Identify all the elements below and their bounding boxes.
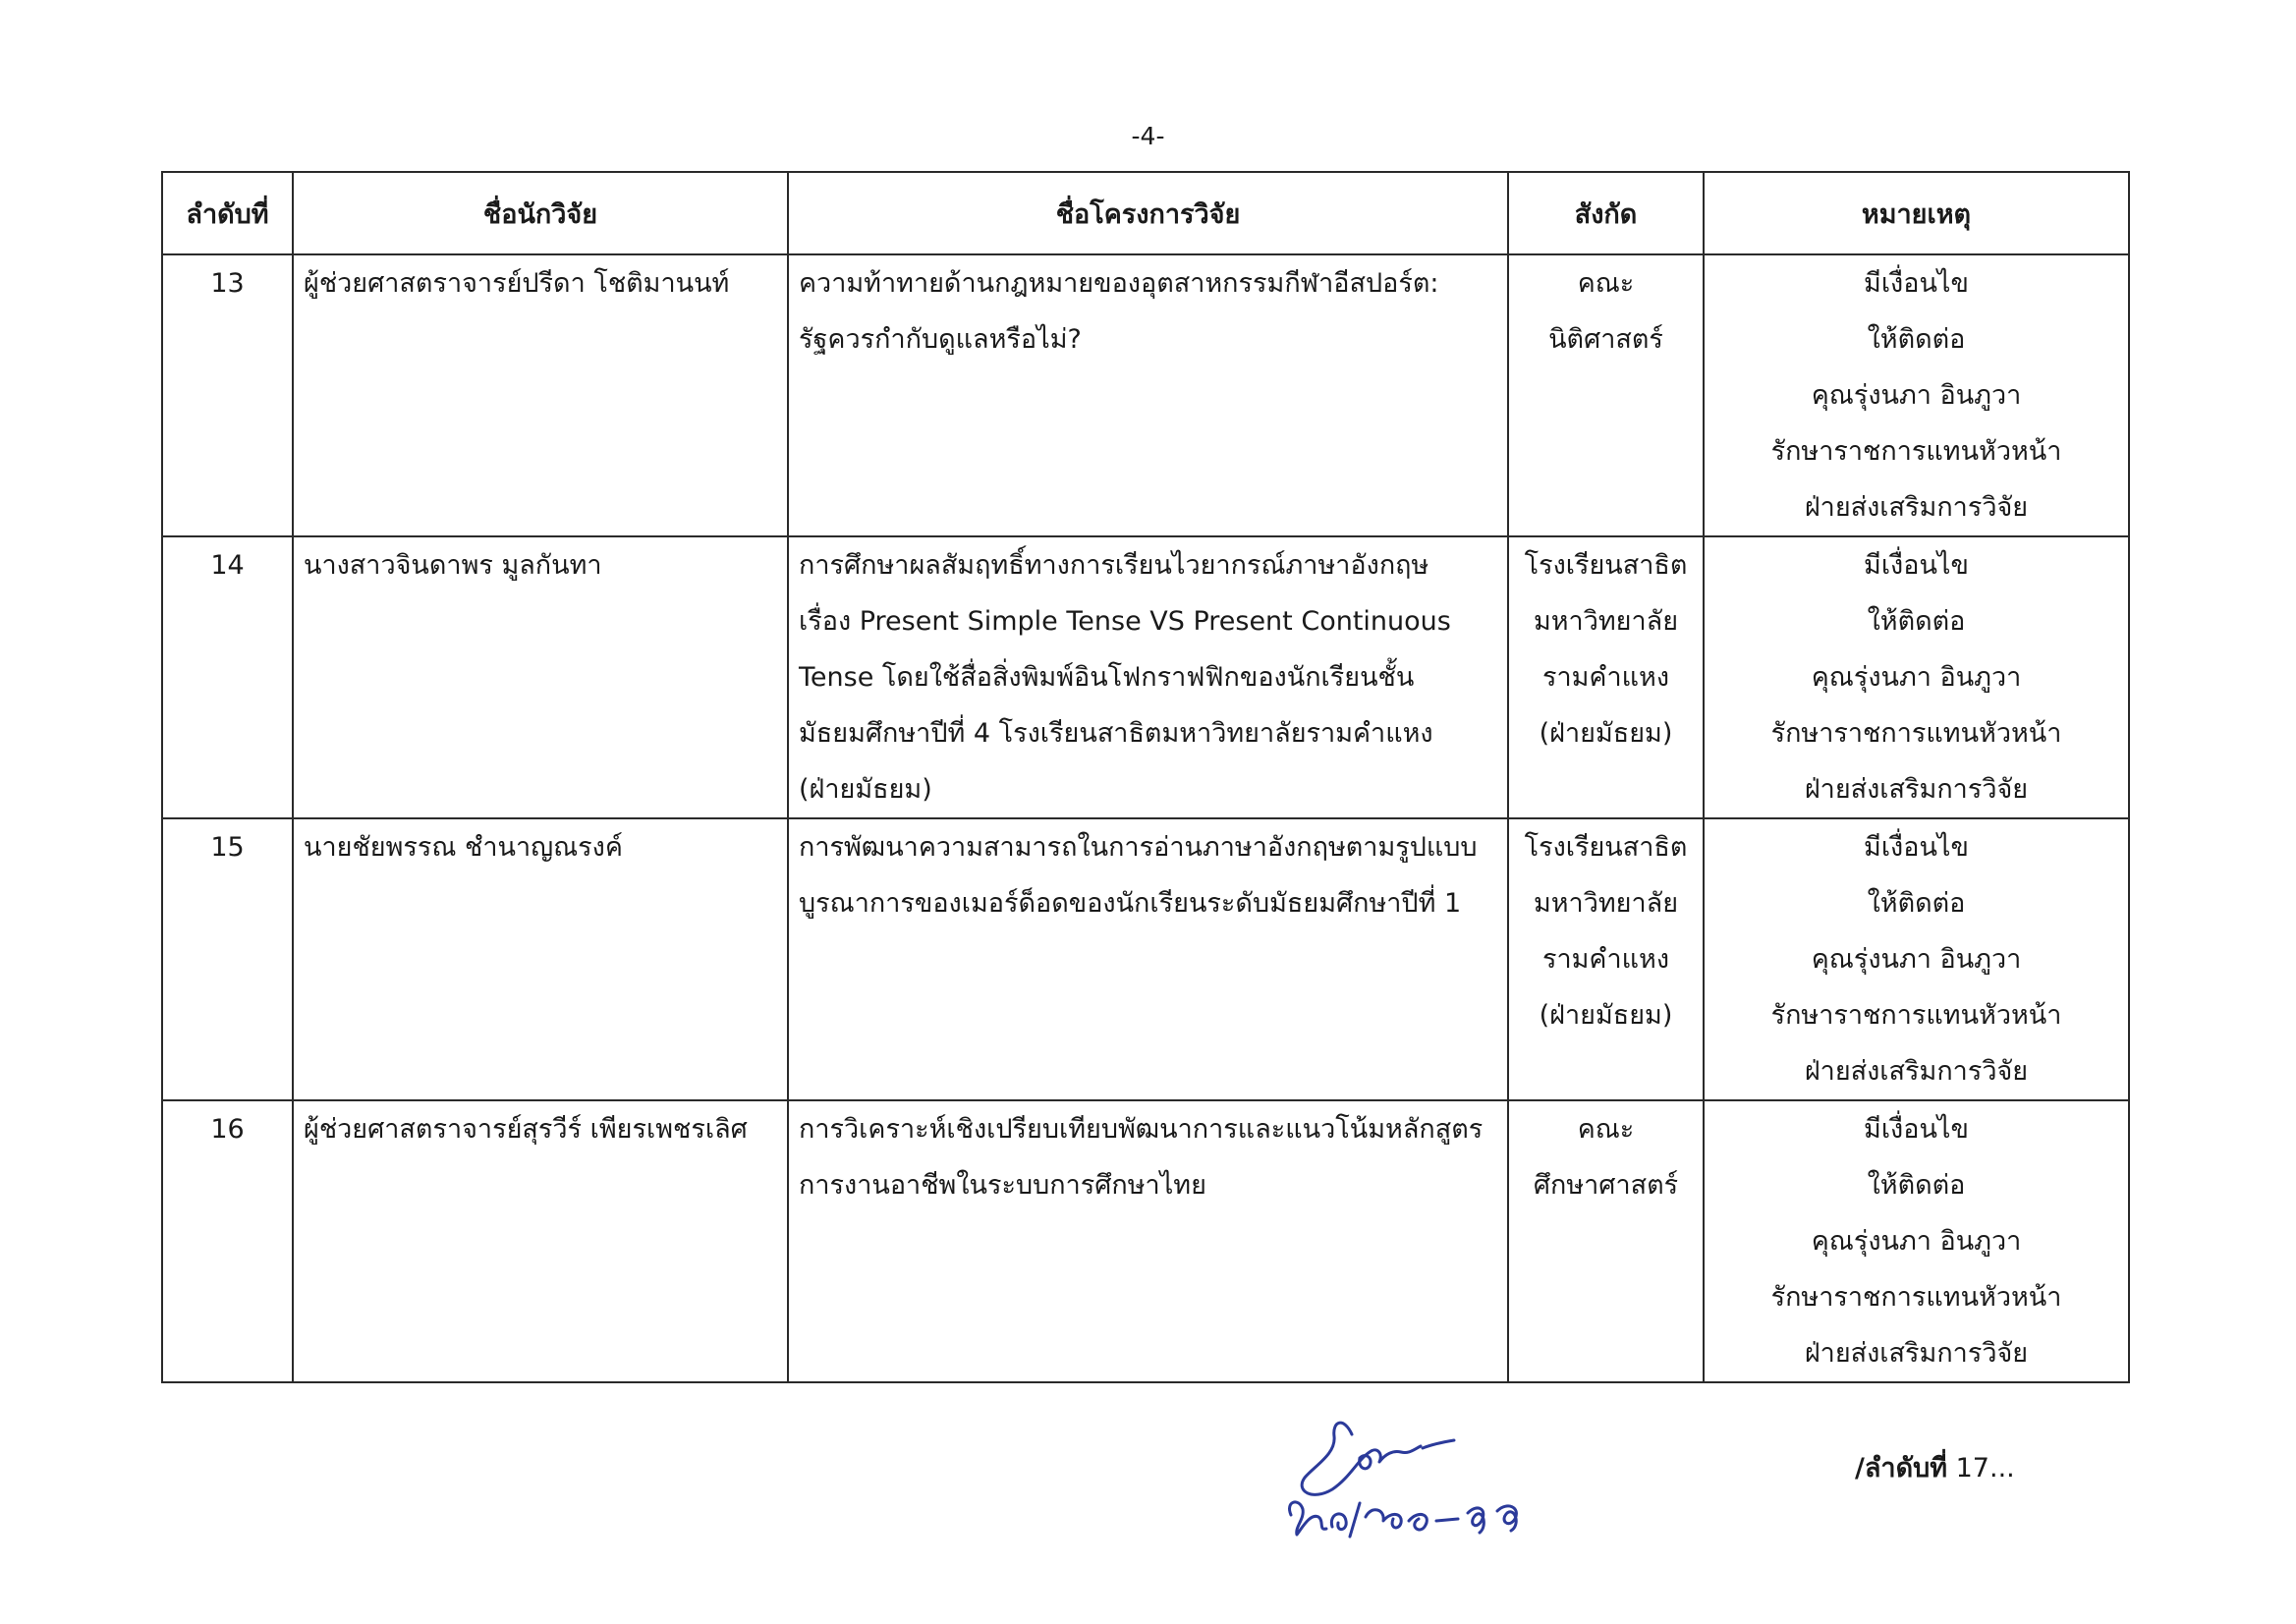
remark-line: ฝ่ายส่งเสริมการวิจัย xyxy=(1804,1338,2029,1369)
continuation-number: 17... xyxy=(1947,1453,2015,1484)
remark-line: ฝ่ายส่งเสริมการวิจัย xyxy=(1804,1056,2029,1087)
handwritten-signature xyxy=(1275,1407,1560,1554)
affiliation-line: (ฝ่ายมัธยม) xyxy=(1539,718,1673,749)
affiliation-line: คณะ xyxy=(1577,268,1635,299)
affiliation xyxy=(1508,818,1704,1100)
remark-line: ให้ติดต่อ xyxy=(1867,606,1966,637)
remark-line: รักษาราชการแทนหัวหน้า xyxy=(1770,1282,2062,1313)
continuation-note xyxy=(1855,1446,2015,1488)
project-title xyxy=(788,818,1508,1100)
project-line: รัฐควรกำกับดูแลหรือไม่? xyxy=(799,324,1082,355)
remark-line: คุณรุ่งนภา อินภูวา xyxy=(1811,380,2022,411)
project-line: มัธยมศึกษาปีที่ 4 โรงเรียนสาธิตมหาวิทยาลัยรามคำแหง xyxy=(799,718,1433,749)
researcher-name: ผู้ช่วยศาสตราจารย์สุรวีร์ เพียรเพชรเลิศ xyxy=(293,1100,788,1382)
affiliation-line: มหาวิทยาลัย xyxy=(1533,606,1679,637)
remark xyxy=(1704,254,2129,536)
table-row xyxy=(162,818,2129,1100)
remark-line: มีเงื่อนไข xyxy=(1864,268,1969,299)
project-line: การพัฒนาความสามารถในการอ่านภาษาอังกฤษตามรูปแบบ xyxy=(799,832,1478,863)
remark xyxy=(1704,1100,2129,1382)
remark-line: รักษาราชการแทนหัวหน้า xyxy=(1770,718,2062,749)
header-affiliation: สังกัด xyxy=(1508,172,1704,254)
remark-line: รักษาราชการแทนหัวหน้า xyxy=(1770,1000,2062,1031)
remark-line: ให้ติดต่อ xyxy=(1867,324,1966,355)
researcher-name: นางสาวจินดาพร มูลกันทา xyxy=(293,536,788,818)
remark-line: ให้ติดต่อ xyxy=(1867,1170,1966,1201)
research-table xyxy=(161,171,2130,1383)
project-line: บูรณาการของเมอร์ด็อดของนักเรียนระดับมัธยมศึกษาปีที่ 1 xyxy=(799,888,1462,919)
remark xyxy=(1704,818,2129,1100)
remark-line: คุณรุ่งนภา อินภูวา xyxy=(1811,1226,2022,1257)
row-number: 15 xyxy=(162,818,293,1100)
remark-line: มีเงื่อนไข xyxy=(1864,1114,1969,1145)
remark-line: รักษาราชการแทนหัวหน้า xyxy=(1770,436,2062,467)
affiliation xyxy=(1508,536,1704,818)
affiliation-line: รามคำแหง xyxy=(1541,944,1670,975)
remark-line: ฝ่ายส่งเสริมการวิจัย xyxy=(1804,774,2029,805)
row-number: 13 xyxy=(162,254,293,536)
affiliation-line: โรงเรียนสาธิต xyxy=(1524,832,1688,863)
affiliation xyxy=(1508,254,1704,536)
page-number: -4- xyxy=(1131,122,1165,150)
header-project: ชื่อโครงการวิจัย xyxy=(788,172,1508,254)
project-line: (ฝ่ายมัธยม) xyxy=(799,774,932,805)
remark-line: คุณรุ่งนภา อินภูวา xyxy=(1811,662,2022,693)
affiliation-line: โรงเรียนสาธิต xyxy=(1524,550,1688,581)
project-line: ความท้าทายด้านกฎหมายของอุตสาหกรรมกีฬาอีสปอร์ต: xyxy=(799,268,1439,299)
affiliation xyxy=(1508,1100,1704,1382)
remark xyxy=(1704,536,2129,818)
header-no: ลำดับที่ xyxy=(162,172,293,254)
affiliation-line: (ฝ่ายมัธยม) xyxy=(1539,1000,1673,1031)
project-line: การงานอาชีพในระบบการศึกษาไทย xyxy=(799,1170,1206,1201)
affiliation-line: นิติศาสตร์ xyxy=(1548,324,1663,355)
table-row xyxy=(162,1100,2129,1382)
row-number: 14 xyxy=(162,536,293,818)
project-line: เรื่อง Present Simple Tense VS Present Continuous xyxy=(799,606,1451,637)
remark-line: ให้ติดต่อ xyxy=(1867,888,1966,919)
table-row xyxy=(162,254,2129,536)
affiliation-line: ศึกษาศาสตร์ xyxy=(1533,1170,1679,1201)
project-line: Tense โดยใช้สื่อสิ่งพิมพ์อินโฟกราฟฟิกของนักเรียนชั้น xyxy=(799,662,1415,693)
affiliation-line: คณะ xyxy=(1577,1114,1635,1145)
project-title xyxy=(788,254,1508,536)
remark-line: ฝ่ายส่งเสริมการวิจัย xyxy=(1804,492,2029,523)
researcher-name: ผู้ช่วยศาสตราจารย์ปรีดา โชติมานนท์ xyxy=(293,254,788,536)
row-number: 16 xyxy=(162,1100,293,1382)
table-header-row xyxy=(162,172,2129,254)
header-researcher: ชื่อนักวิจัย xyxy=(293,172,788,254)
project-title xyxy=(788,536,1508,818)
remark-line: มีเงื่อนไข xyxy=(1864,550,1969,581)
table-row xyxy=(162,536,2129,818)
header-note: หมายเหตุ xyxy=(1704,172,2129,254)
affiliation-line: มหาวิทยาลัย xyxy=(1533,888,1679,919)
remark-line: คุณรุ่งนภา อินภูวา xyxy=(1811,944,2022,975)
researcher-name: นายชัยพรรณ ชำนาญณรงค์ xyxy=(293,818,788,1100)
affiliation-line: รามคำแหง xyxy=(1541,662,1670,693)
continuation-label: /ลำดับที่ xyxy=(1855,1453,1948,1484)
project-line: การวิเคราะห์เชิงเปรียบเทียบพัฒนาการและแนวโน้มหลักสูตร xyxy=(799,1114,1484,1145)
remark-line: มีเงื่อนไข xyxy=(1864,832,1969,863)
project-title xyxy=(788,1100,1508,1382)
project-line: การศึกษาผลสัมฤทธิ์ทางการเรียนไวยากรณ์ภาษาอังกฤษ xyxy=(799,550,1429,581)
